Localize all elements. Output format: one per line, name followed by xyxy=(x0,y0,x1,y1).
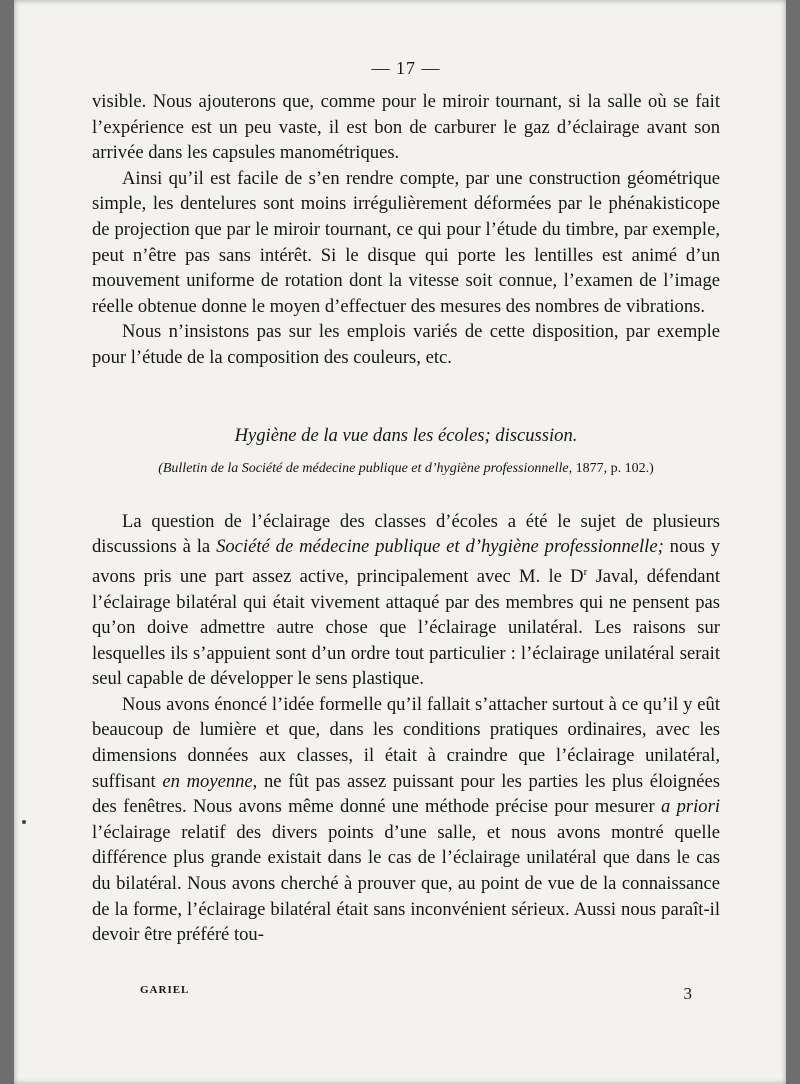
para4-part3: Javal, défendant l’éclairage bilatéral qui était vivement attaqué par des membres qui ne pensent pas qu’on doive admettre autre chose que l’éclairage unilatéral. Les raisons sur lesquelles ils s’appuient sont d’un ordre tout particulier : l’éclairage unilatéral serait seul capable de développer le sens plastique. xyxy=(92,565,720,690)
page-content xyxy=(92,58,720,948)
section-spacer xyxy=(92,371,720,423)
paragraph-formal-idea xyxy=(92,692,720,948)
printer-signature: GARIEL xyxy=(140,984,190,996)
society-name: Société de médecine publique et d’hygiène professionnelle; xyxy=(216,536,664,558)
paragraph-other-uses: Nous n’insistons pas sur les emplois variés de cette disposition, par exemple pour l’étude de la composition des couleurs, etc. xyxy=(92,321,720,368)
paragraph-lighting-question xyxy=(92,509,720,692)
para4-part1: La question de l’éclairage des classes d’écoles a été le sujet de plusieurs discussions à la xyxy=(92,510,720,558)
para5-part1: Nous avons énoncé l’idée formelle qu’il fallait s’attacher surtout à ce qu’il y eût beaucoup de lumière et que, dans les conditions pratiques ordinaires, avec les dimensions données aux classes, il était à craindre que l’éclairage unilatéral, suffisant xyxy=(92,693,720,792)
para5-part3: l’éclairage relatif des divers points d’une salle, et nous avons montré quelle différence plus grande existait dans le cas de l’éclairage unilatéral que dans le cas du bilatéral. Nous avons cherché à prouver que, au point de vue de la connaissance de la forme, l’éclairage bilatéral était sans inconvénient sérieux. Aussi nous paraît-il devoir être préféré tou- xyxy=(92,821,720,946)
source-details: 1877, p. 102.) xyxy=(575,460,654,476)
section-title: Hygiène de la vue dans les écoles; discussion. xyxy=(234,424,578,446)
paragraph-phenakisticope: Ainsi qu’il est facile de s’en rendre compte, par une construction géométrique simple, les dentelures sont moins irrégulièrement déformées par le phénakisticope de projection que par le miroir tournant, ce qui pour l’étude du timbre, par exemple, peut n’être pas sans intérêt. Si le disque qui porte les lentilles est animé d’un mouvement uniforme de rotation dont la vitesse soit connue, l’examen de l’image réelle obtenue donne le moyen d’effectuer des mesures des nombres de vibrations. xyxy=(92,167,720,317)
section-spacer-2 xyxy=(92,479,720,509)
margin-mark xyxy=(22,820,26,824)
section-source xyxy=(92,459,720,479)
page-number: — 17 — xyxy=(371,58,441,78)
page-footer xyxy=(92,984,692,1004)
italic-en-moyenne: en moyenne xyxy=(162,770,253,792)
para5-part2: , ne fût pas assez puissant pour les parties les plus éloignées des fenêtres. Nous avons même donné une méthode précise pour mesurer xyxy=(92,770,720,818)
italic-a-priori: a priori xyxy=(660,796,720,818)
source-journal: (Bulletin de la Société de médecine publique et d’hygiène professionnelle, xyxy=(158,460,573,476)
para4-part2: nous y avons pris une part assez active, principalement avec M. le D xyxy=(92,536,720,587)
sheet-number: 3 xyxy=(683,984,692,1003)
doctor-superscript: r xyxy=(583,565,588,578)
paragraph-continuation: visible. Nous ajouterons que, comme pour le miroir tournant, si la salle où se fait l’expérience est un peu vaste, il est bon de carburer le gaz d’éclairage avant son arrivée dans les capsules manométriques. xyxy=(92,91,720,164)
book-page xyxy=(14,0,786,1084)
